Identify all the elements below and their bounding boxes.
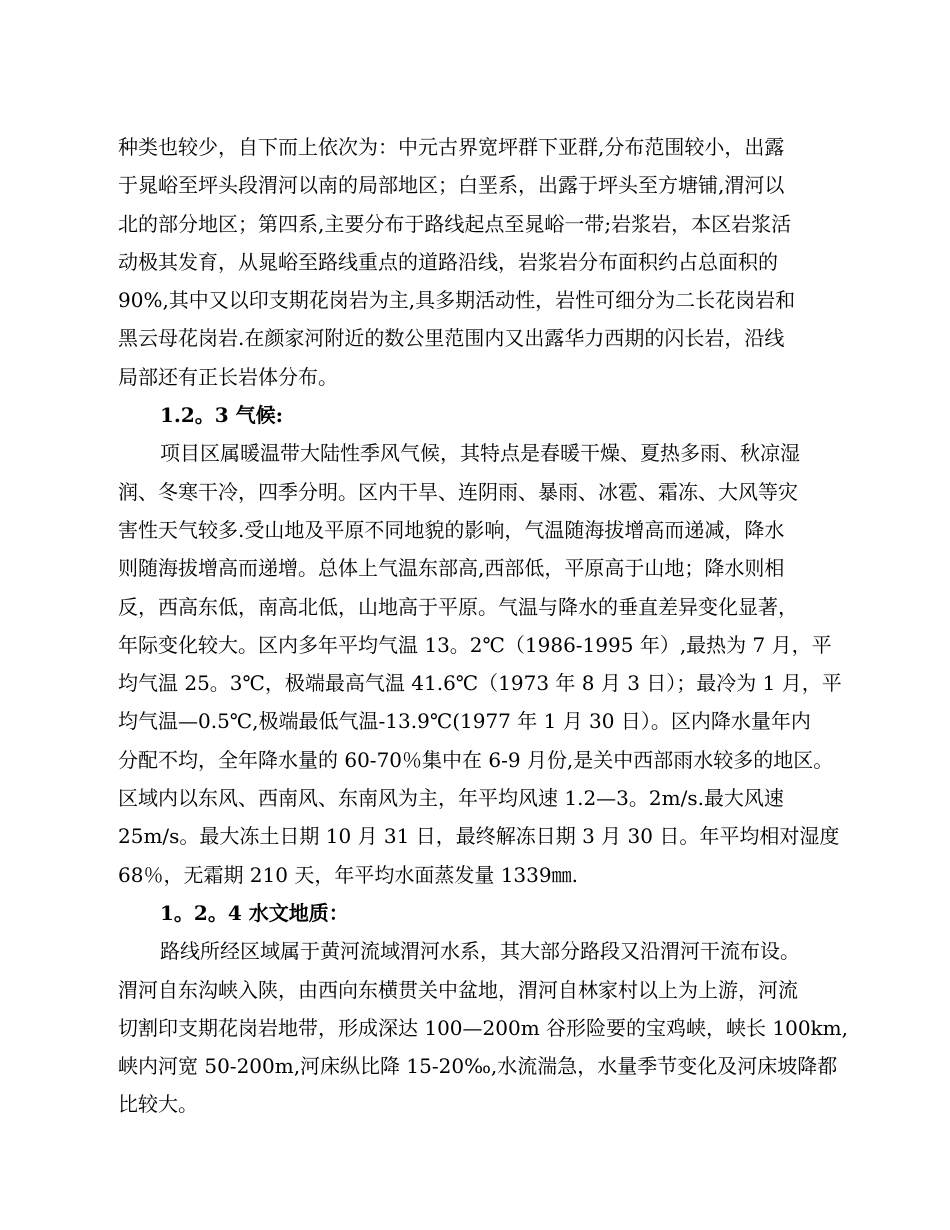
text-line: 均气温—0.5℃,极端最低气温-13.9℃(1977 年 1 月 30 日）。区内降水量年内 bbox=[118, 709, 811, 734]
text-line: 路线所经区域属于黄河流域渭河水系，其大部分路段又沿渭河干流布设。 bbox=[160, 939, 800, 964]
text-line: 则随海拔增高而递增。总体上气温东部高,西部低，平原高于山地；降水则相 bbox=[118, 556, 785, 581]
document-body bbox=[118, 128, 874, 1124]
text-line: 动极其发育，从晁峪至路线重点的道路沿线，岩浆岩分布面积约占总面积的 bbox=[118, 249, 778, 274]
text-line: 害性天气较多.受山地及平原不同地貌的影响，气温随海拔增高而递减，降水 bbox=[118, 517, 785, 542]
text-line: 北的部分地区；第四系,主要分布于路线起点至晁峪一带;岩浆岩，本区岩浆活 bbox=[118, 211, 792, 236]
body-paragraph bbox=[118, 434, 874, 894]
body-paragraph bbox=[118, 128, 874, 396]
text-line: 种类也较少，自下而上依次为：中元古界宽坪群下亚群,分布范围较小，出露 bbox=[118, 135, 785, 159]
text-line: 分配不均，全年降水量的 60-70％集中在 6-9 月份,是关中西部雨水较多的地区。 bbox=[118, 747, 834, 772]
section-heading bbox=[118, 396, 874, 434]
text-line: 比较大。 bbox=[118, 1092, 198, 1117]
text-line: 90%,其中又以印支期花岗岩为主,具多期活动性，岩性可细分为二长花岗岩和 bbox=[118, 288, 796, 313]
text-line: 润、冬寒干冷，四季分明。区内干旱、连阴雨、暴雨、冰雹、霜冻、大风等灾 bbox=[118, 479, 798, 504]
text-line: 25m/s。最大冻土日期 10 月 31 日，最终解冻日期 3 月 30 日。年平均相对湿度 bbox=[118, 824, 840, 849]
text-line: 于晁峪至坪头段渭河以南的局部地区；白垩系，出露于坪头至方塘铺,渭河以 bbox=[118, 173, 785, 198]
text-line: 峡内河宽 50-200m,河床纵比降 15-20‰,水流湍急，水量季节变化及河床坡降都 bbox=[118, 1054, 838, 1079]
heading-text: 1.2。3 气候: bbox=[160, 403, 284, 428]
text-line: 切割印支期花岗岩地带，形成深达 100—200m 谷形险要的宝鸡峡，峡长 100km, bbox=[118, 1015, 848, 1040]
text-line: 均气温 25。3℃，极端最高气温 41.6℃（1973 年 8 月 3 日）；最冷为 1 月，平 bbox=[118, 671, 842, 696]
heading-text: 1。2。4 水文地质： bbox=[160, 900, 349, 925]
text-line: 反，西高东低，南高北低，山地高于平原。气温与降水的垂直差异变化显著， bbox=[118, 594, 798, 619]
text-line: 年际变化较大。区内多年平均气温 13。2℃（1986-1995 年）,最热为 7 月，平 bbox=[118, 632, 832, 657]
text-line: 区域内以东风、西南风、东南风为主，年平均风速 1.2—3。2m/s.最大风速 bbox=[118, 786, 784, 811]
section-heading bbox=[118, 894, 874, 932]
text-line: 局部还有正长岩体分布。 bbox=[118, 364, 338, 389]
text-line: 68％，无霜期 210 天，年平均水面蒸发量 1339㎜. bbox=[118, 862, 578, 887]
text-line: 渭河自东沟峡入陕，由西向东横贯关中盆地，渭河自林家村以上为上游，河流 bbox=[118, 977, 798, 1002]
text-line: 黑云母花岗岩.在颜家河附近的数公里范围内又出露华力西期的闪长岩，沿线 bbox=[118, 326, 785, 351]
text-line: 项目区属暖温带大陆性季风气候，其特点是春暖干燥、夏热多雨、秋凉湿 bbox=[160, 441, 800, 466]
body-paragraph bbox=[118, 932, 874, 1123]
